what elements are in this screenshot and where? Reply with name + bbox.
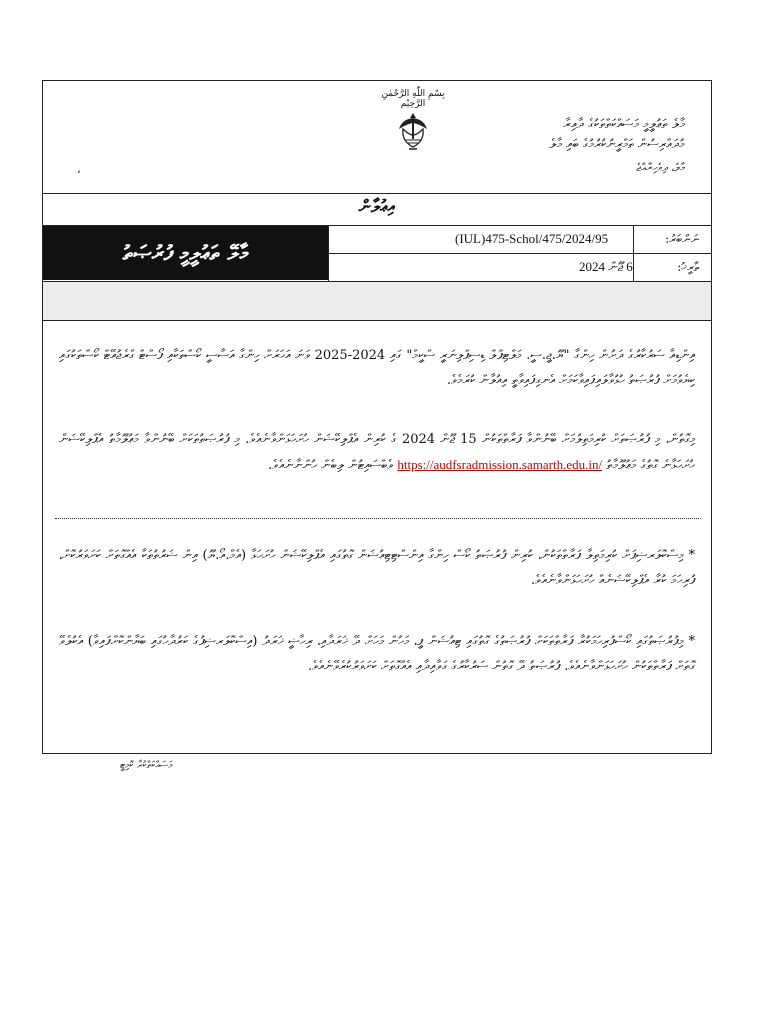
reference-number: (IUL)475-Schol/475/2024/95 [455, 231, 609, 246]
org-address: މާލެ، ދިވެހިރާއްޖެ [636, 161, 685, 174]
note-1: * މިސްކޮލަރޝިޕަށް ކުރިމަތިލާ ފަރާތްތަކުން، ކުރިން ފުރުޞަތު ކޯސް ހިންގާ އިންސްޓިޓިއުޝަން ގޮތުގައި އެޕްލިކޭޝަން ހުށަހަޅާ (އެމް.އޯ.ޔޫ) އިން ޝަރުތުތަކާ އެއްގޮތަށް ކަށަވަރުކޮށް، ފުރިހަމަ ކުރާ އެޕްލިކޭޝަނެއް ހުށަހަޅަންވާނެއެވެ. [59, 548, 695, 588]
body-paragraph-2 [59, 427, 695, 478]
paragraph-2-tail: ވެބްސައިޓުން ލިބެން ހުންނާނެއެވެ. [268, 458, 394, 473]
admission-url-link[interactable]: https://audfsradmission.samarth.edu.in/ [397, 457, 603, 472]
paragraph-2-text: މިގޮތުން، މި ފުރުޞަތަށް ކުރިމަތިލުމަށް ބޭނުންވާ ފަރާތްތަކުން 15 ޖޫން 2024 ގެ ކުރިން އެޕްލިކޭޝަން ހުށަހަޅަންވާނެއެވެ. މި ފުރުޞަތުތަކަށް ބޭނުންވާ މަޢުލޫމާތު އެޕްލިކޭޝަން ހުށަހަޅާނެ ގޮތުގެ މަޢުލޫމާތު [59, 432, 695, 473]
state-emblem-icon [393, 109, 433, 153]
org-name-line1: މާލެ ތަޢުލީމީ މަސައްކަތްތަކުގެ ދާއިރާ [563, 117, 685, 132]
table-divider [633, 226, 634, 282]
reference-label: ނަންބަރު: [665, 232, 699, 246]
dotted-separator [55, 518, 701, 519]
notice-document [42, 80, 712, 754]
date-label: ތާރީޚު: [677, 260, 699, 274]
header-mark: ، [77, 163, 81, 176]
basmala: بِسْمِ اللّٰهِ الرَّحْمٰنِ الرَّحِيْم [381, 89, 445, 109]
divider [43, 193, 711, 194]
table-row-divider [328, 253, 711, 254]
section-banner: މާލޭ ތަޢުލީމީ ފުރުޞަތު [43, 226, 328, 280]
note-2: * މިފުރުޞަތުގައި ކޯސްފުރިހަމަކުރާ ފަރާތްތަކަށް ފުރުޞަތުގެ ގޮތުގައި ޓިއުޝަން ފީ، މަހުން މަހަށް ދޭ ޚަރަދާއި، ރިހާޝީ ޚަރަދު (އިސްކޮލަރޝިޕުގެ ކަރުދާހުގައި ބަޔާންކޮށްފައިވާ) އެކުލެވޭ ގޮތަށް ފަރާތްތަކުން ހުށަހަޅަންވާނެއެވެ. ފުރުޞަތު ދޭ ގޮތުން ސަރުކާރުގެ ގަވާއިދާއި އެއްގޮތަށް ކަށަވަރުކުރެވޭނެއެވެ. [59, 634, 695, 674]
org-name-line2: މުދައްރިސުން ތަމްރީނުކުރުމުގެ ބައި މާލެ [549, 137, 685, 152]
signature: މަސައްކަތްކުރާ ކޮމިޓީ [120, 760, 173, 771]
blank-band [43, 282, 711, 320]
body-paragraph-1: އިންޑިއާ ސަރުކާރުގެ ދަށުން ހިންގާ "ޔޫ.ޖީ.ސީ. މަލްޓިޕްލް ޑިސިޕްލިނަރީ ސްކީމް" ގައި 2024-2025 ވަނަ އަހަރަށް ހިންގާ އަސާސީ ކޯސްތަކާއި ފޯސްޓް ގްރެޖުއޭޓް ކޯސްތަކުގައި ކިޔެވުމަށް ފުރުޞަތު ހުޅުވާލައިފައިވާކަމަށް އެނގިފައިވާތީ އިއުލާން ކުރަމެވެ. [59, 348, 695, 388]
table-divider [328, 226, 329, 282]
divider [43, 320, 711, 321]
page-title: އިޢުލާން [358, 197, 396, 217]
date-value: 6 ޖޫން 2024 [579, 259, 633, 274]
